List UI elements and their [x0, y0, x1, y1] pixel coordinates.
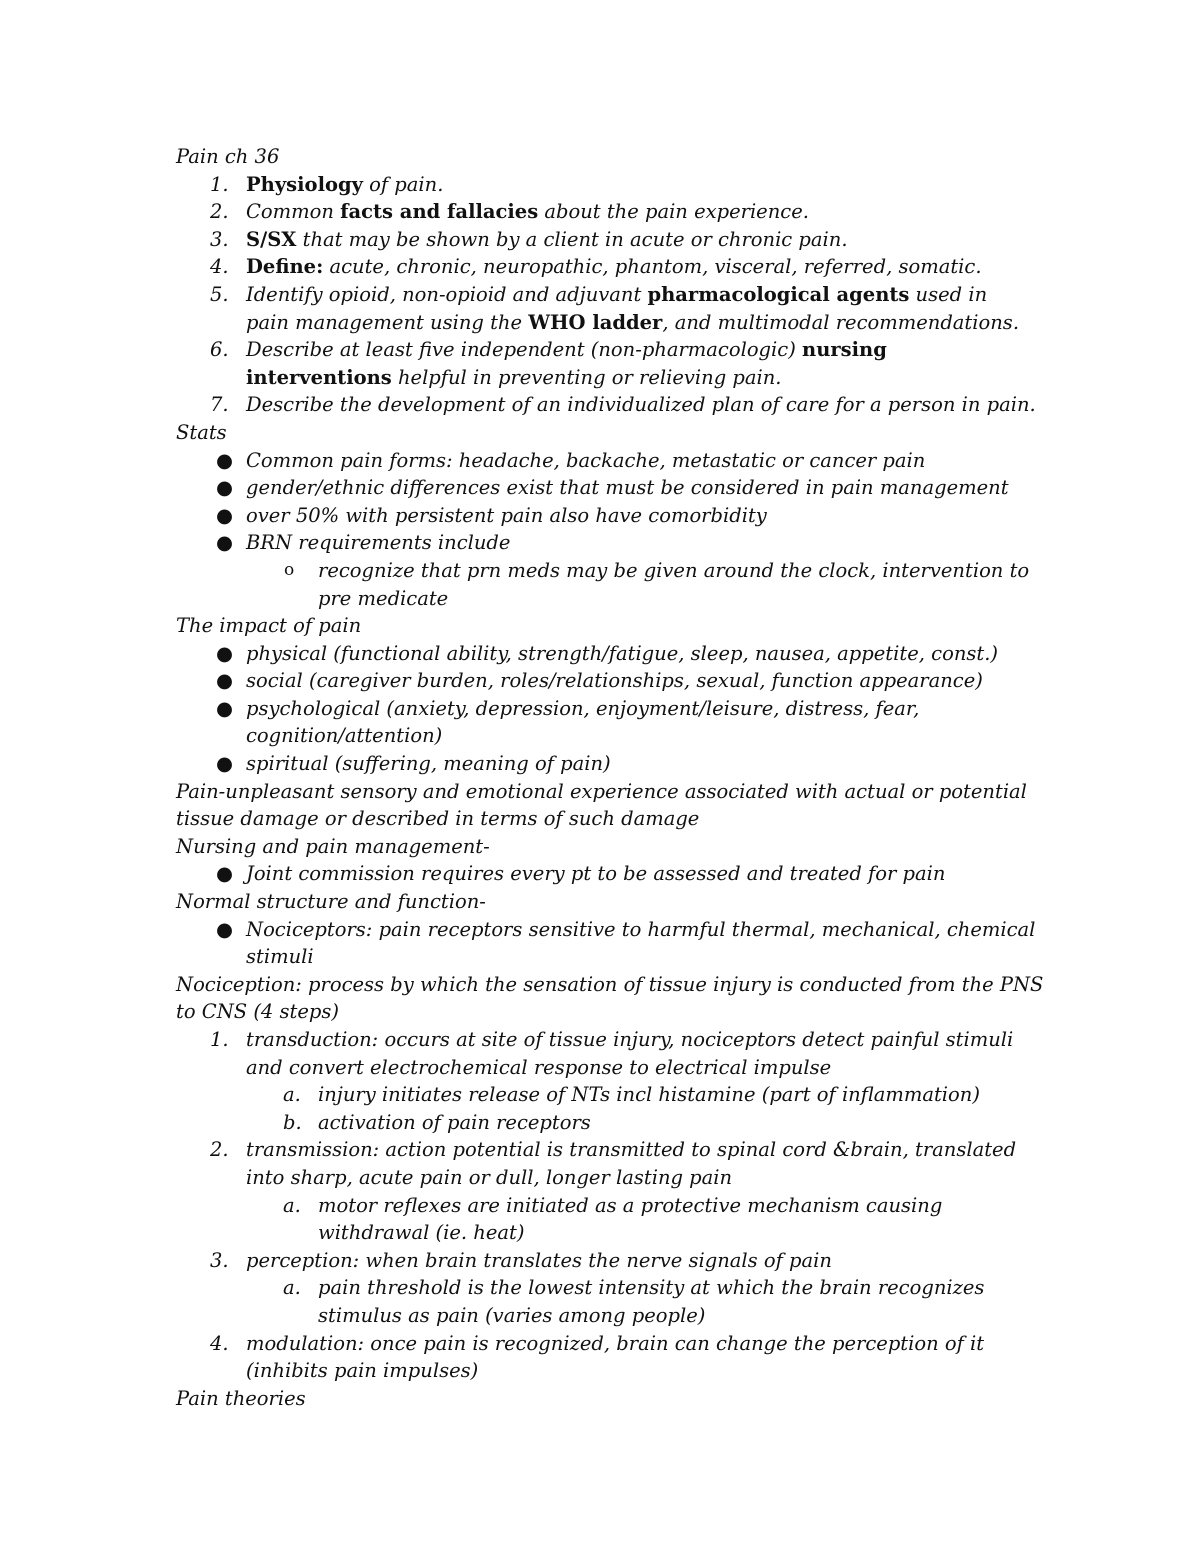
- document-title: Pain ch 36: [176, 145, 280, 168]
- bold-term: interventions: [246, 365, 392, 389]
- normal-list: [176, 916, 1036, 971]
- text-run: Describe the development of an individualized plan of care for a person in pain.: [246, 393, 1036, 417]
- step-text: modulation: once pain is recognized, brain can change the perception of it: [246, 1331, 985, 1355]
- list-number: 4.: [210, 1331, 229, 1355]
- step-text: into sharp, acute pain or dull, longer lasting pain: [246, 1165, 733, 1189]
- step-line: [176, 1026, 1036, 1054]
- nociception-steps-list: [176, 1026, 1036, 1385]
- list-number: a.: [283, 1276, 301, 1300]
- objective-line: [176, 171, 1036, 199]
- step-text: perception: when brain translates the nerve signals of pain: [246, 1248, 832, 1272]
- list-item-text: BRN requirements include: [246, 531, 511, 555]
- list-number: 2.: [210, 1138, 229, 1162]
- sub-step-text: withdrawal (ie. heat): [318, 1221, 525, 1245]
- objective-line: [176, 281, 1036, 309]
- nursing-heading: Nursing and pain management-: [176, 834, 490, 858]
- text-run: used in: [909, 282, 988, 306]
- bullet-icon: ●: [216, 476, 234, 500]
- sub-list-item: [176, 557, 1036, 585]
- bullet-icon: ●: [216, 531, 234, 555]
- list-item-text: physical (functional ability, strength/fatigue, sleep, nausea, appetite, const.): [246, 641, 999, 665]
- impact-list: [176, 640, 1036, 778]
- text-run: , and multimodal recommendations.: [662, 310, 1020, 334]
- objective-line: [176, 336, 1036, 364]
- list-number: 3.: [210, 1248, 229, 1272]
- sub-step-text: activation of pain receptors: [318, 1110, 591, 1134]
- step-line: [176, 1054, 1036, 1082]
- pain-theories-heading: Pain theories: [176, 1386, 306, 1410]
- step-line: [176, 1164, 1036, 1192]
- pain-definition-line-2: tissue damage or described in terms of such damage: [176, 807, 700, 831]
- stats-heading: Stats: [176, 420, 227, 444]
- bold-term: Physiology: [246, 172, 363, 196]
- bullet-icon: ●: [216, 503, 234, 527]
- step-line: [176, 1247, 1036, 1275]
- list-number: 1.: [210, 172, 229, 196]
- normal-heading: Normal structure and function-: [176, 890, 486, 914]
- list-item-text: recognize that prn meds may be given around the clock, intervention to: [318, 558, 1030, 582]
- list-number: 2.: [210, 200, 229, 224]
- bullet-icon: ●: [216, 696, 234, 720]
- list-item: [176, 695, 1036, 723]
- list-item-text: Nociceptors: pain receptors sensitive to harmful thermal, mechanical, chemical: [246, 917, 1036, 941]
- list-item-text: pre medicate: [318, 586, 449, 610]
- text-run: that may be shown by a client in acute or chronic pain.: [296, 227, 848, 251]
- list-item: [176, 943, 1036, 971]
- text-run: about the pain experience.: [538, 200, 809, 224]
- objective-line: [176, 226, 1036, 254]
- bullet-icon: ●: [216, 752, 234, 776]
- list-item: [176, 447, 1036, 475]
- list-item-text: psychological (anxiety, depression, enjoyment/leisure, distress, fear,: [246, 696, 920, 720]
- list-item: [176, 916, 1036, 944]
- list-number: b.: [283, 1110, 302, 1134]
- sub-step-line: [176, 1192, 1036, 1220]
- bold-term: nursing: [802, 338, 887, 362]
- sub-step-line: [176, 1302, 1036, 1330]
- stats-sub-list: [176, 557, 1036, 612]
- step-text: and convert electrochemical response to electrical impulse: [246, 1055, 832, 1079]
- text-run: of pain.: [362, 172, 444, 196]
- bullet-icon: ●: [216, 669, 234, 693]
- bullet-icon: ●: [216, 641, 234, 665]
- list-item: [176, 860, 1036, 888]
- text-run: Common: [246, 200, 341, 224]
- list-number: 5.: [210, 282, 229, 306]
- sub-step-text: stimulus as pain (varies among people): [318, 1303, 706, 1327]
- list-item-text: stimuli: [246, 945, 314, 969]
- list-item: [176, 722, 1036, 750]
- list-item-text: gender/ethnic differences exist that must be considered in pain management: [246, 476, 1009, 500]
- bold-term: Define:: [246, 255, 324, 279]
- list-number: 4.: [210, 255, 229, 279]
- step-line: [176, 1136, 1036, 1164]
- list-number: 7.: [210, 393, 229, 417]
- sub-step-line: [176, 1109, 1036, 1137]
- sub-step-text: injury initiates release of NTs incl histamine (part of inflammation): [318, 1083, 980, 1107]
- text-run: pain management using the: [246, 310, 529, 334]
- bold-term: WHO ladder: [528, 310, 663, 334]
- list-item: [176, 474, 1036, 502]
- step-line: [176, 1357, 1036, 1385]
- step-line: [176, 1330, 1036, 1358]
- list-item-text: spiritual (suffering, meaning of pain): [246, 752, 611, 776]
- pain-definition-line-1: Pain-unpleasant sensory and emotional experience associated with actual or potential: [176, 779, 1027, 803]
- impact-heading: The impact of pain: [176, 614, 362, 638]
- list-item: [176, 750, 1036, 778]
- objectives-list: [176, 171, 1036, 419]
- objective-line: [176, 391, 1036, 419]
- list-item-text: over 50% with persistent pain also have comorbidity: [246, 503, 767, 527]
- nociception-intro-line-2: to CNS (4 steps): [176, 1000, 340, 1024]
- nursing-list: [176, 860, 1036, 888]
- step-text: transmission: action potential is transmitted to spinal cord &brain, translated: [246, 1138, 1017, 1162]
- list-number: a.: [283, 1083, 301, 1107]
- objective-line: [176, 364, 1036, 392]
- list-item: [176, 667, 1036, 695]
- bullet-icon: ●: [216, 862, 234, 886]
- sub-step-line: [176, 1081, 1036, 1109]
- sub-list-item: [176, 585, 1036, 613]
- list-item: [176, 529, 1036, 557]
- list-item-text: Common pain forms: headache, backache, metastatic or cancer pain: [246, 448, 926, 472]
- list-item-text: cognition/attention): [246, 724, 443, 748]
- list-item: [176, 640, 1036, 668]
- list-number: a.: [283, 1193, 301, 1217]
- list-item: [176, 502, 1036, 530]
- objective-line: [176, 253, 1036, 281]
- sub-step-text: motor reflexes are initiated as a protective mechanism causing: [318, 1193, 943, 1217]
- text-run: helpful in preventing or relieving pain.: [391, 365, 782, 389]
- text-run: Identify opioid, non-opioid and adjuvant: [246, 282, 648, 306]
- list-item-text: Joint commission requires every pt to be assessed and treated for pain: [246, 862, 946, 886]
- objective-line: [176, 309, 1036, 337]
- bold-term: S/SX: [246, 227, 297, 251]
- list-number: 3.: [210, 227, 229, 251]
- list-number: 1.: [210, 1028, 229, 1051]
- objective-line: [176, 198, 1036, 226]
- bold-term: pharmacological agents: [647, 282, 910, 306]
- text-run: acute, chronic, neuropathic, phantom, visceral, referred, somatic.: [323, 255, 982, 279]
- circle-bullet-icon: o: [284, 559, 295, 580]
- stats-list: [176, 447, 1036, 557]
- bullet-icon: ●: [216, 917, 234, 941]
- step-text: transduction: occurs at site of tissue injury, nociceptors detect painful stimuli: [246, 1028, 1014, 1051]
- document-page: [176, 143, 1044, 1412]
- sub-step-text: pain threshold is the lowest intensity at which the brain recognizes: [318, 1276, 985, 1300]
- bold-term: facts and fallacies: [340, 200, 539, 224]
- bullet-icon: ●: [216, 448, 234, 472]
- step-text: (inhibits pain impulses): [246, 1359, 479, 1383]
- list-number: 6.: [210, 338, 229, 362]
- nociception-intro-line-1: Nociception: process by which the sensation of tissue injury is conducted from the PNS: [176, 972, 1044, 996]
- list-item-text: social (caregiver burden, roles/relationships, sexual, function appearance): [246, 669, 983, 693]
- text-run: Describe at least five independent (non-pharmacologic): [246, 338, 803, 362]
- sub-step-line: [176, 1219, 1036, 1247]
- sub-step-line: [176, 1274, 1036, 1302]
